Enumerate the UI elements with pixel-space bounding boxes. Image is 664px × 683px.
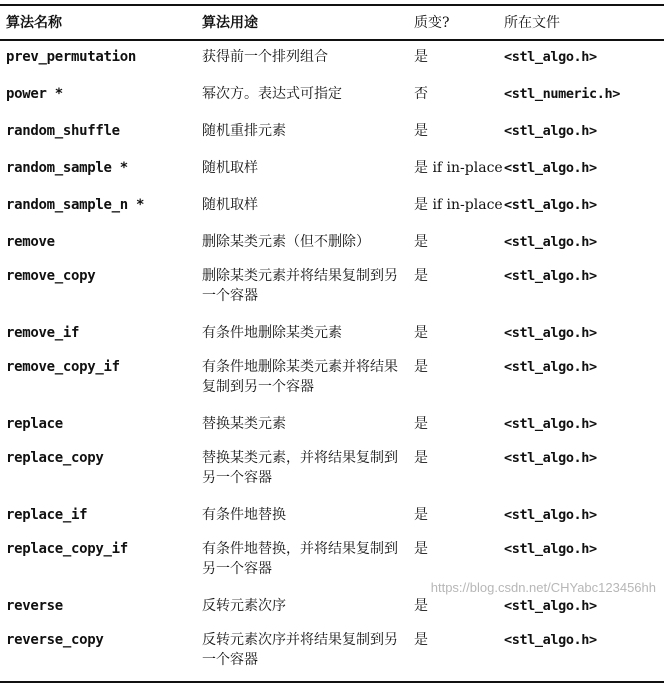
header-file-value: <stl_numeric.h> — [504, 86, 620, 102]
table-header-row — [0, 5, 664, 40]
algorithm-purpose: 替换某类元素，并将结果复制到另一个容器 — [202, 450, 398, 486]
mutating-value: 是 if in-place — [414, 197, 503, 213]
table-row — [0, 590, 664, 627]
algorithm-purpose: 随机取样 — [202, 160, 258, 176]
mutating-value: 是 — [414, 416, 428, 432]
mutating-value: 是 — [414, 268, 428, 284]
header-file-value: <stl_algo.h> — [504, 325, 597, 341]
header-file: 所在文件 — [498, 5, 664, 40]
algorithm-purpose: 替换某类元素 — [202, 416, 286, 432]
algorithm-name: reverse — [6, 598, 63, 614]
mutating-value: 是 — [414, 359, 428, 375]
table-row — [0, 226, 664, 263]
table-row — [0, 189, 664, 226]
mutating-value: 是 — [414, 325, 428, 341]
mutating-value: 是 — [414, 123, 428, 139]
algorithm-purpose: 反转元素次序并将结果复制到另一个容器 — [196, 627, 408, 682]
algorithm-purpose: 有条件地删除某类元素并将结果复制到另一个容器 — [202, 359, 398, 395]
table-row — [0, 627, 664, 682]
algorithm-table-container — [0, 4, 664, 683]
table-row — [0, 115, 664, 152]
algorithm-purpose: 有条件地替换 — [202, 507, 286, 523]
algorithm-name: replace_copy — [6, 450, 104, 466]
header-file-value: <stl_algo.h> — [504, 450, 597, 466]
header-file-value: <stl_algo.h> — [504, 541, 597, 557]
mutating-value: 是 if in-place — [414, 160, 503, 176]
table-row — [0, 499, 664, 536]
algorithm-name: replace — [6, 416, 63, 432]
algorithm-name: replace_if — [6, 507, 88, 523]
algorithm-purpose: 有条件地替换，并将结果复制到另一个容器 — [202, 541, 398, 577]
table-row — [0, 408, 664, 445]
algorithm-purpose: 获得前一个排列组合 — [202, 49, 328, 65]
algorithm-purpose: 随机重排元素 — [202, 123, 286, 139]
table-row — [0, 445, 664, 499]
mutating-value: 是 — [414, 450, 428, 466]
watermark-url: https://blog.csdn.net/CHYabc123456hh — [430, 580, 656, 595]
header-file-value: <stl_algo.h> — [504, 507, 597, 523]
table-row — [0, 317, 664, 354]
algorithm-purpose: 有条件地删除某类元素 — [202, 325, 342, 341]
mutating-value: 是 — [414, 49, 428, 65]
algorithm-purpose: 反转元素次序 — [202, 598, 286, 614]
algorithm-name: power * — [6, 86, 63, 102]
table-row — [0, 263, 664, 317]
header-file-value: <stl_algo.h> — [504, 123, 597, 139]
header-algorithm-name: 算法名称 — [0, 5, 196, 40]
algorithm-name: replace_copy_if — [6, 541, 128, 557]
algorithm-name: remove_copy_if — [6, 359, 120, 375]
algorithm-purpose: 随机取样 — [202, 197, 258, 213]
algorithm-purpose: 幂次方。表达式可指定 — [202, 86, 342, 102]
table-row — [0, 40, 664, 78]
header-algorithm-purpose: 算法用途 — [196, 5, 408, 40]
header-file-value: <stl_algo.h> — [504, 268, 597, 284]
mutating-value: 是 — [408, 627, 498, 682]
mutating-value: 是 — [414, 234, 428, 250]
algorithm-table — [0, 4, 664, 683]
algorithm-purpose: 删除某类元素并将结果复制到另一个容器 — [202, 268, 398, 304]
header-file-value: <stl_algo.h> — [504, 359, 597, 375]
header-file-value: <stl_algo.h> — [504, 234, 597, 250]
algorithm-name: random_shuffle — [6, 123, 120, 139]
header-file-value: <stl_algo.h> — [504, 197, 597, 213]
algorithm-name: remove_if — [6, 325, 80, 341]
header-file-value: <stl_algo.h> — [498, 627, 664, 682]
header-mutating: 质变? — [408, 5, 498, 40]
algorithm-name: remove — [6, 234, 55, 250]
table-row — [0, 152, 664, 189]
mutating-value: 否 — [414, 86, 428, 102]
table-row — [0, 354, 664, 408]
table-row — [0, 78, 664, 115]
header-file-value: <stl_algo.h> — [504, 598, 597, 614]
algorithm-purpose: 删除某类元素（但不删除） — [202, 234, 370, 250]
algorithm-name: prev_permutation — [6, 49, 137, 65]
table-row — [0, 536, 664, 590]
header-file-value: <stl_algo.h> — [504, 416, 597, 432]
algorithm-name: remove_copy — [6, 268, 96, 284]
algorithm-name: random_sample * — [6, 160, 128, 176]
mutating-value: 是 — [414, 507, 428, 523]
mutating-value: 是 — [414, 541, 428, 557]
algorithm-name: random_sample_n * — [6, 197, 145, 213]
mutating-value: 是 — [414, 598, 428, 614]
header-file-value: <stl_algo.h> — [504, 160, 597, 176]
algorithm-name: reverse_copy — [0, 627, 196, 682]
header-file-value: <stl_algo.h> — [504, 49, 597, 65]
